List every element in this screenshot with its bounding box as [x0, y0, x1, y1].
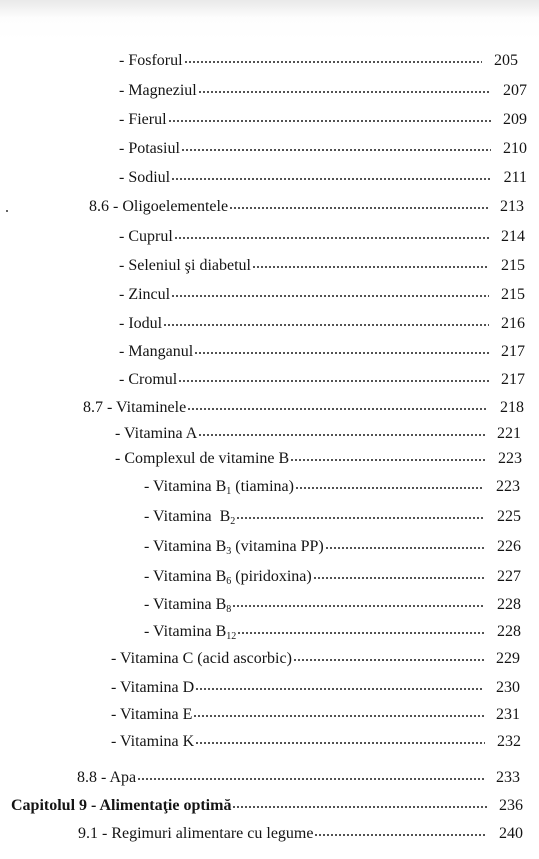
toc-entry-page: 205 — [494, 52, 518, 69]
toc-entry — [144, 503, 521, 526]
dot-leader — [193, 701, 484, 719]
toc-entry-label: - Vitamina D — [111, 679, 195, 696]
dot-leader — [229, 193, 488, 211]
toc-entry-page: 215 — [501, 257, 525, 274]
dot-leader — [194, 338, 489, 356]
toc-entry-label: - Cromul — [119, 371, 178, 388]
toc-entry — [144, 533, 521, 556]
dot-leader — [178, 366, 489, 384]
toc-entry — [119, 281, 525, 304]
dot-leader — [171, 281, 489, 299]
toc-entry — [111, 728, 521, 751]
toc-entry — [144, 563, 521, 586]
toc-entry-label: - Vitamina A — [115, 425, 198, 442]
toc-entry-label: - Fosforul — [119, 52, 183, 69]
dot-leader — [314, 820, 487, 838]
dot-leader — [313, 563, 485, 581]
toc-entry-label: 8.6 - Oligoelementele — [89, 198, 229, 215]
dot-leader — [184, 47, 482, 65]
dot-leader — [171, 164, 491, 182]
toc-entry-page: 207 — [503, 82, 527, 99]
toc-entry — [119, 223, 525, 246]
subscript: 1 — [226, 486, 232, 497]
dot-leader — [163, 310, 489, 328]
subscript: 3 — [226, 546, 232, 557]
toc-entry-label: - Vitamina C (acid ascorbic) — [111, 650, 292, 667]
toc-entry-label: - Complexul de vitamine B — [115, 450, 290, 467]
toc-entry-page: 223 — [496, 478, 520, 495]
toc-entry-label-suffix: (vitamina PP) — [231, 538, 324, 555]
toc-entry — [119, 135, 527, 158]
toc-entry-page: 233 — [496, 769, 520, 786]
subscript: 12 — [226, 631, 237, 642]
toc-entry-label: - Cuprul — [119, 228, 173, 245]
toc-entry-label: - Zincul — [119, 286, 171, 303]
dot-leader — [236, 503, 485, 521]
subscript: 2 — [230, 516, 236, 527]
toc-entry-label — [144, 623, 236, 641]
toc-entry — [119, 164, 527, 187]
toc-entry-page: 227 — [497, 568, 521, 585]
toc-entry-page: 215 — [501, 286, 525, 303]
toc-entry-label-text: - Vitamina B — [144, 478, 227, 495]
toc-entry — [119, 77, 527, 100]
dot-leader — [187, 394, 488, 412]
chapter-heading: Capitolul 9 - Alimentaţie optimă — [11, 797, 232, 814]
toc-entry-page: 225 — [497, 508, 521, 525]
toc-entry-page: 228 — [497, 596, 521, 613]
toc-entry — [111, 645, 520, 668]
dot-leader — [168, 106, 491, 124]
toc-entry-label-text: - Vitamina B — [144, 596, 227, 613]
toc-entry-label: 8.8 - Apa — [77, 769, 137, 786]
toc-entry-page: 236 — [499, 797, 523, 814]
toc-entry — [119, 310, 525, 333]
toc-entry — [111, 701, 520, 724]
toc-entry — [115, 420, 521, 443]
toc-entry-page: 240 — [499, 825, 523, 842]
dot-leader — [295, 473, 484, 491]
toc-entry-label: - Vitamina K — [111, 733, 195, 750]
toc-entry-page: 210 — [503, 140, 527, 157]
toc-entry-label: - Fierul — [119, 111, 167, 128]
dot-leader — [232, 792, 487, 810]
toc-entry-label: 9.1 - Regimuri alimentare cu legume — [78, 825, 314, 842]
toc-entry-label: - Vitamina E — [111, 706, 193, 723]
toc-entry-page: 216 — [501, 315, 525, 332]
toc-entry — [83, 394, 524, 417]
toc-entry — [144, 473, 520, 496]
toc-entry — [111, 674, 520, 697]
dot-leader — [232, 591, 485, 609]
toc-entry-label: - Potasiul — [119, 140, 180, 157]
toc-entry-label — [144, 568, 312, 586]
toc-entry-page: 226 — [497, 538, 521, 555]
toc-entry — [89, 193, 524, 216]
toc-entry-page: 218 — [500, 399, 524, 416]
dot-leader — [195, 728, 485, 746]
toc-entry — [115, 445, 522, 468]
toc-entry-page: 211 — [503, 169, 527, 186]
toc-entry-label-text: - Vitamina B — [144, 623, 227, 640]
toc-entry-page: 231 — [496, 706, 520, 723]
toc-entry-label: 8.7 - Vitaminele — [83, 399, 187, 416]
toc-entry-label — [144, 596, 231, 614]
dot-leader — [237, 618, 485, 636]
dot-leader — [195, 674, 484, 692]
dot-leader — [198, 77, 491, 95]
subscript: 6 — [226, 576, 232, 587]
toc-entry-label-text: - Vitamina B — [144, 508, 231, 525]
toc-entry — [77, 764, 520, 787]
toc-entry-label: - Manganul — [119, 343, 194, 360]
toc-entry — [144, 591, 521, 614]
toc-entry-label-suffix: (piridoxina) — [231, 568, 312, 585]
toc-entry-label: - Magneziul — [119, 82, 197, 99]
toc-entry-page: 209 — [503, 111, 527, 128]
dot-leader — [325, 533, 485, 551]
toc-entry — [119, 252, 525, 275]
toc-entry-page: 214 — [501, 228, 525, 245]
dot-leader — [293, 645, 484, 663]
toc-entry-page: 232 — [497, 733, 521, 750]
toc-entry-page: 217 — [501, 371, 525, 388]
toc-entry — [11, 792, 523, 815]
dot-leader — [252, 252, 489, 270]
toc-entry — [119, 47, 518, 70]
toc-entry — [78, 820, 523, 843]
dot-leader — [137, 764, 484, 782]
toc-entry-page: 213 — [500, 198, 524, 215]
toc-entry-label: - Seleniul şi diabetul — [119, 257, 251, 274]
dot-leader — [290, 445, 486, 463]
toc-entry-label — [144, 508, 235, 526]
dot-leader — [174, 223, 489, 241]
toc-entry-label-suffix: (tiamina) — [231, 478, 294, 495]
toc-entry-page: 230 — [496, 679, 520, 696]
toc-entry — [119, 366, 525, 389]
print-speck — [6, 210, 8, 212]
toc-entry — [144, 618, 521, 641]
toc-entry-label-text: - Vitamina B — [144, 568, 227, 585]
subscript: 8 — [226, 604, 232, 615]
toc-entry-label: - Sodiul — [119, 169, 171, 186]
dot-leader — [198, 420, 485, 438]
toc-entry — [119, 106, 527, 129]
toc-entry-page: 229 — [496, 650, 520, 667]
toc-entry-page: 223 — [498, 450, 522, 467]
toc-entry-page: 217 — [501, 343, 525, 360]
toc-entry-label-text: - Vitamina B — [144, 538, 227, 555]
toc-entry-page: 228 — [497, 623, 521, 640]
toc-entry-label: - Iodul — [119, 315, 163, 332]
toc-entry-label — [144, 538, 324, 556]
toc-entry-page: 221 — [497, 425, 521, 442]
toc-entry — [119, 338, 525, 361]
dot-leader — [181, 135, 491, 153]
toc-entry-label — [144, 478, 294, 496]
